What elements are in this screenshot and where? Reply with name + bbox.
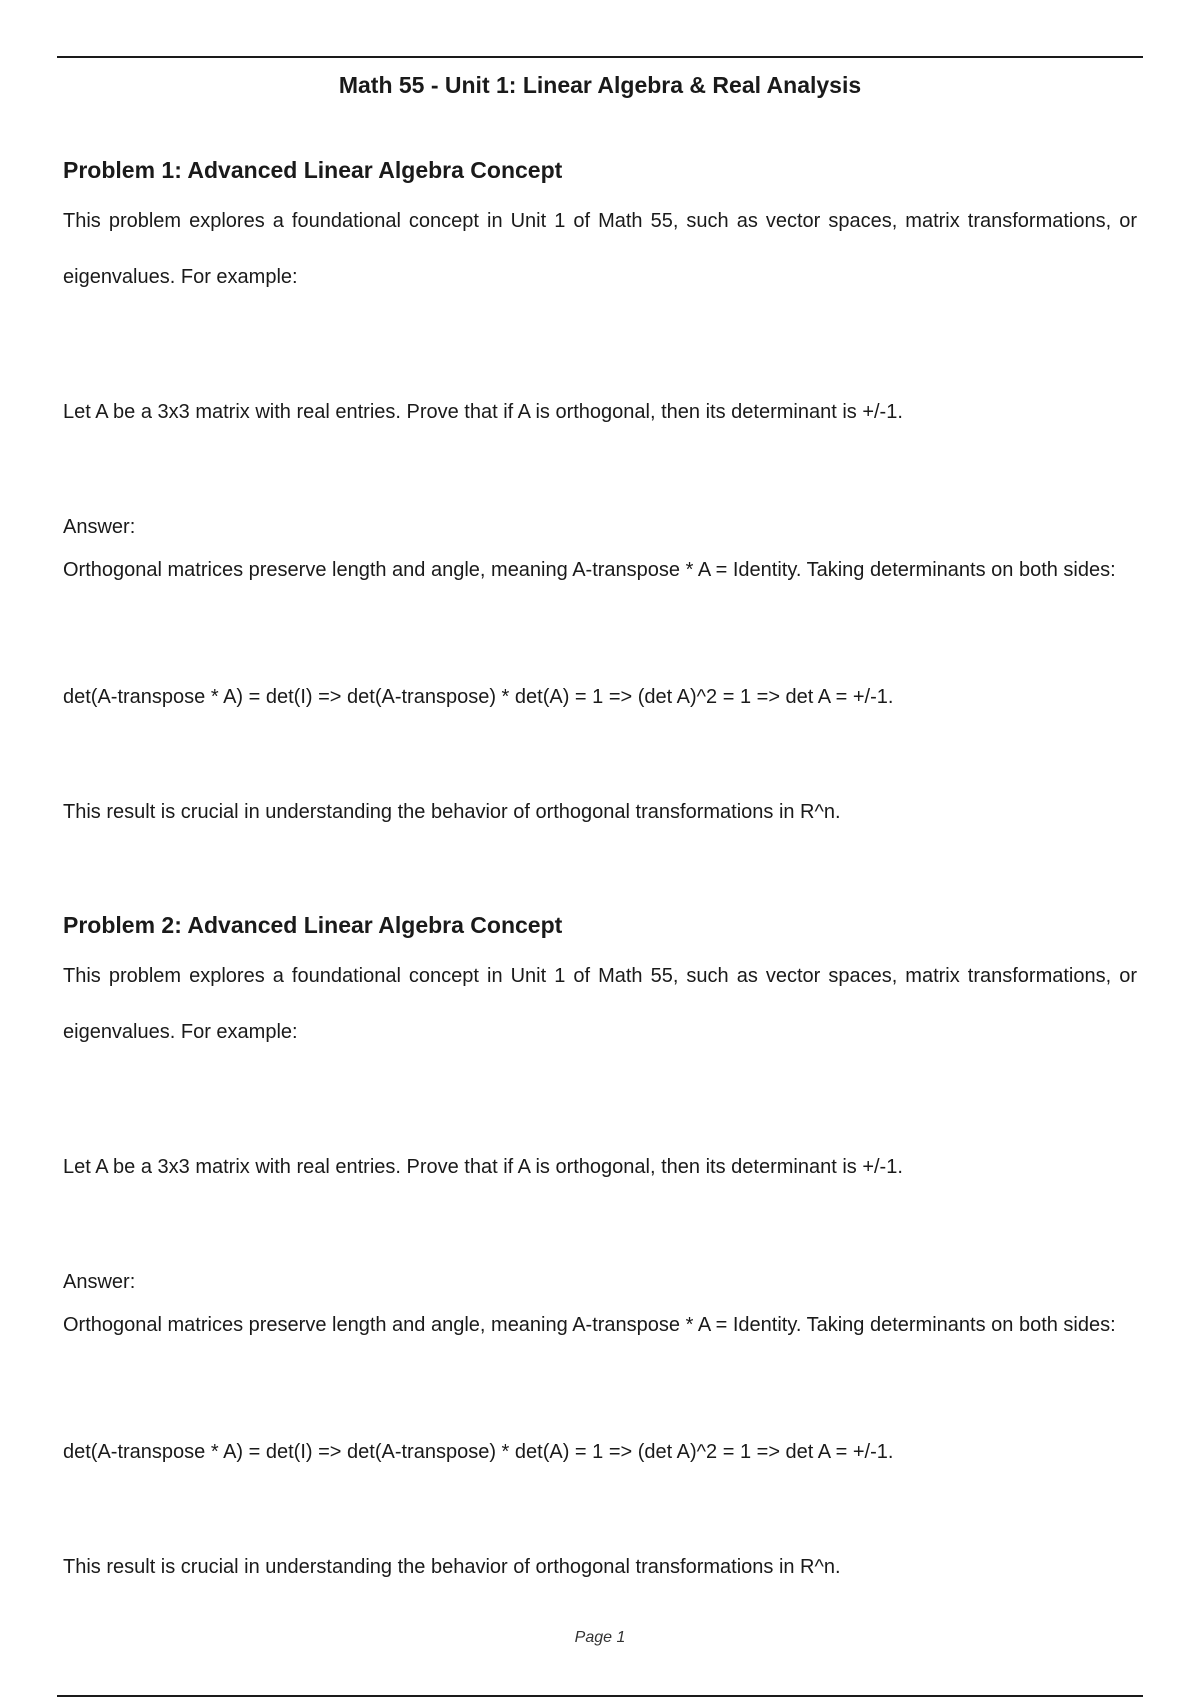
bottom-rule — [57, 1695, 1143, 1697]
answer-text: Orthogonal matrices preserve length and angle, meaning A-transpose * A = Identity. Taking determinants on both sides: — [63, 559, 1116, 581]
answer-derivation: det(A-transpose * A) = det(I) => det(A-transpose) * det(A) = 1 => (det A)^2 = 1 => det A = +/-1. — [63, 686, 894, 708]
problem-statement: Let A be a 3x3 matrix with real entries. Prove that if A is orthogonal, then its determinant is +/-1. — [63, 1156, 903, 1178]
document-title: Math 55 - Unit 1: Linear Algebra & Real Analysis — [338, 72, 862, 98]
problem-intro: This problem explores a foundational concept in Unit 1 of Math 55, such as vector spaces, matrix transformations, or eigenvalues. For example: — [63, 210, 1137, 288]
answer-label: Answer: — [63, 516, 136, 538]
answer-text: Orthogonal matrices preserve length and angle, meaning A-transpose * A = Identity. Taking determinants on both sides: — [63, 1314, 1116, 1336]
problem-statement: Let A be a 3x3 matrix with real entries. Prove that if A is orthogonal, then its determinant is +/-1. — [63, 401, 903, 423]
problem-heading: Problem 1: Advanced Linear Algebra Concept — [63, 157, 563, 183]
problem-heading: Problem 2: Advanced Linear Algebra Concept — [63, 912, 563, 938]
answer-derivation: det(A-transpose * A) = det(I) => det(A-transpose) * det(A) = 1 => (det A)^2 = 1 => det A = +/-1. — [63, 1441, 894, 1463]
top-rule — [57, 56, 1143, 58]
answer-conclusion: This result is crucial in understanding the behavior of orthogonal transformations in R^n. — [63, 801, 841, 823]
answer-label: Answer: — [63, 1271, 136, 1293]
page-number: Page 1 — [574, 1629, 626, 1646]
problem-intro: This problem explores a foundational concept in Unit 1 of Math 55, such as vector spaces, matrix transformations, or eigenvalues. For example: — [63, 965, 1137, 1043]
answer-conclusion: This result is crucial in understanding the behavior of orthogonal transformations in R^n. — [63, 1556, 841, 1578]
